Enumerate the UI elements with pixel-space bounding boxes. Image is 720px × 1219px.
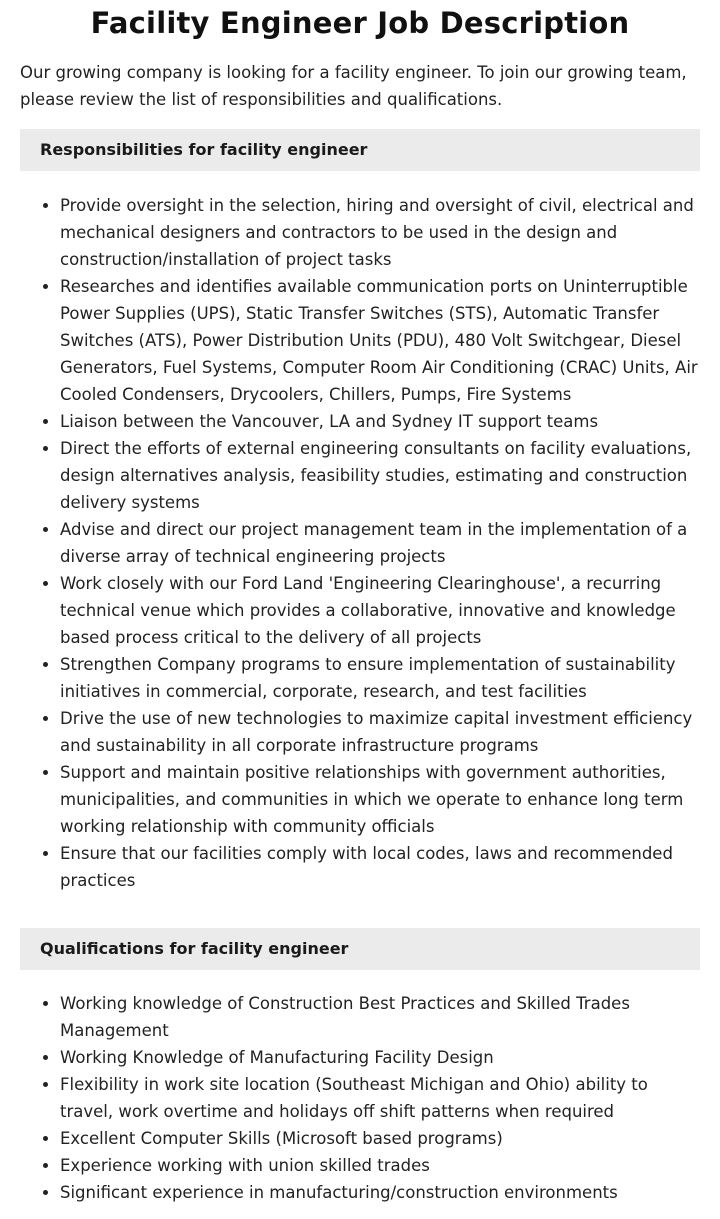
list-item: • Ensure that our facilities comply with local codes, laws and recommended practices	[60, 840, 700, 894]
list-item: • Support and maintain positive relationships with government authorities, municipalities, and communities in which we operate to enhance long term working relationship with community officials	[60, 759, 700, 840]
list-item: • Working knowledge of Construction Best Practices and Skilled Trades Management	[60, 990, 700, 1044]
page-title: Facility Engineer Job Description	[90, 6, 630, 40]
qualifications-heading: Qualifications for facility engineer	[20, 928, 700, 970]
responsibilities-heading: Responsibilities for facility engineer	[20, 129, 700, 171]
list-item: • Advise and direct our project management team in the implementation of a diverse array of technical engineering projects	[60, 516, 700, 570]
list-item: • Experience working with union skilled trades	[60, 1152, 700, 1179]
section-spacer	[20, 894, 700, 912]
list-item: • Liaison between the Vancouver, LA and Sydney IT support teams	[60, 408, 700, 435]
list-item: • Significant experience in manufacturing/construction environments	[60, 1179, 700, 1206]
list-item: • Strengthen Company programs to ensure implementation of sustainability initiatives in commercial, corporate, research, and test facilities	[60, 651, 700, 705]
responsibilities-list	[20, 192, 700, 894]
list-item: • Researches and identifies available communication ports on Uninterruptible Power Supplies (UPS), Static Transfer Switches (STS), Automatic Transfer Switches (ATS), Power Distribution Units (PDU), 480 Volt Switchgear, Diesel Generators, Fuel Systems, Computer Room Air Conditioning (CRAC) Units, Air Cooled Condensers, Drycoolers, Chillers, Pumps, Fire Systems	[60, 273, 700, 408]
list-item: • Provide oversight in the selection, hiring and oversight of civil, electrical and mechanical designers and contractors to be used in the design and construction/installation of project tasks	[60, 192, 700, 273]
list-item: • Working Knowledge of Manufacturing Facility Design	[60, 1044, 700, 1071]
list-item: • Direct the efforts of external engineering consultants on facility evaluations, design alternatives analysis, feasibility studies, estimating and construction delivery systems	[60, 435, 700, 516]
list-item: • Flexibility in work site location (Southeast Michigan and Ohio) ability to travel, work overtime and holidays off shift patterns when required	[60, 1071, 700, 1125]
list-item: • Work closely with our Ford Land 'Engineering Clearinghouse', a recurring technical venue which provides a collaborative, innovative and knowledge based process critical to the delivery of all projects	[60, 570, 700, 651]
qualifications-list	[20, 990, 700, 1206]
list-item: • Excellent Computer Skills (Microsoft based programs)	[60, 1125, 700, 1152]
list-item: • Drive the use of new technologies to maximize capital investment efficiency and sustainability in all corporate infrastructure programs	[60, 705, 700, 759]
intro-paragraph: Our growing company is looking for a facility engineer. To join our growing team, please review the list of responsibilities and qualifications.	[20, 63, 687, 109]
